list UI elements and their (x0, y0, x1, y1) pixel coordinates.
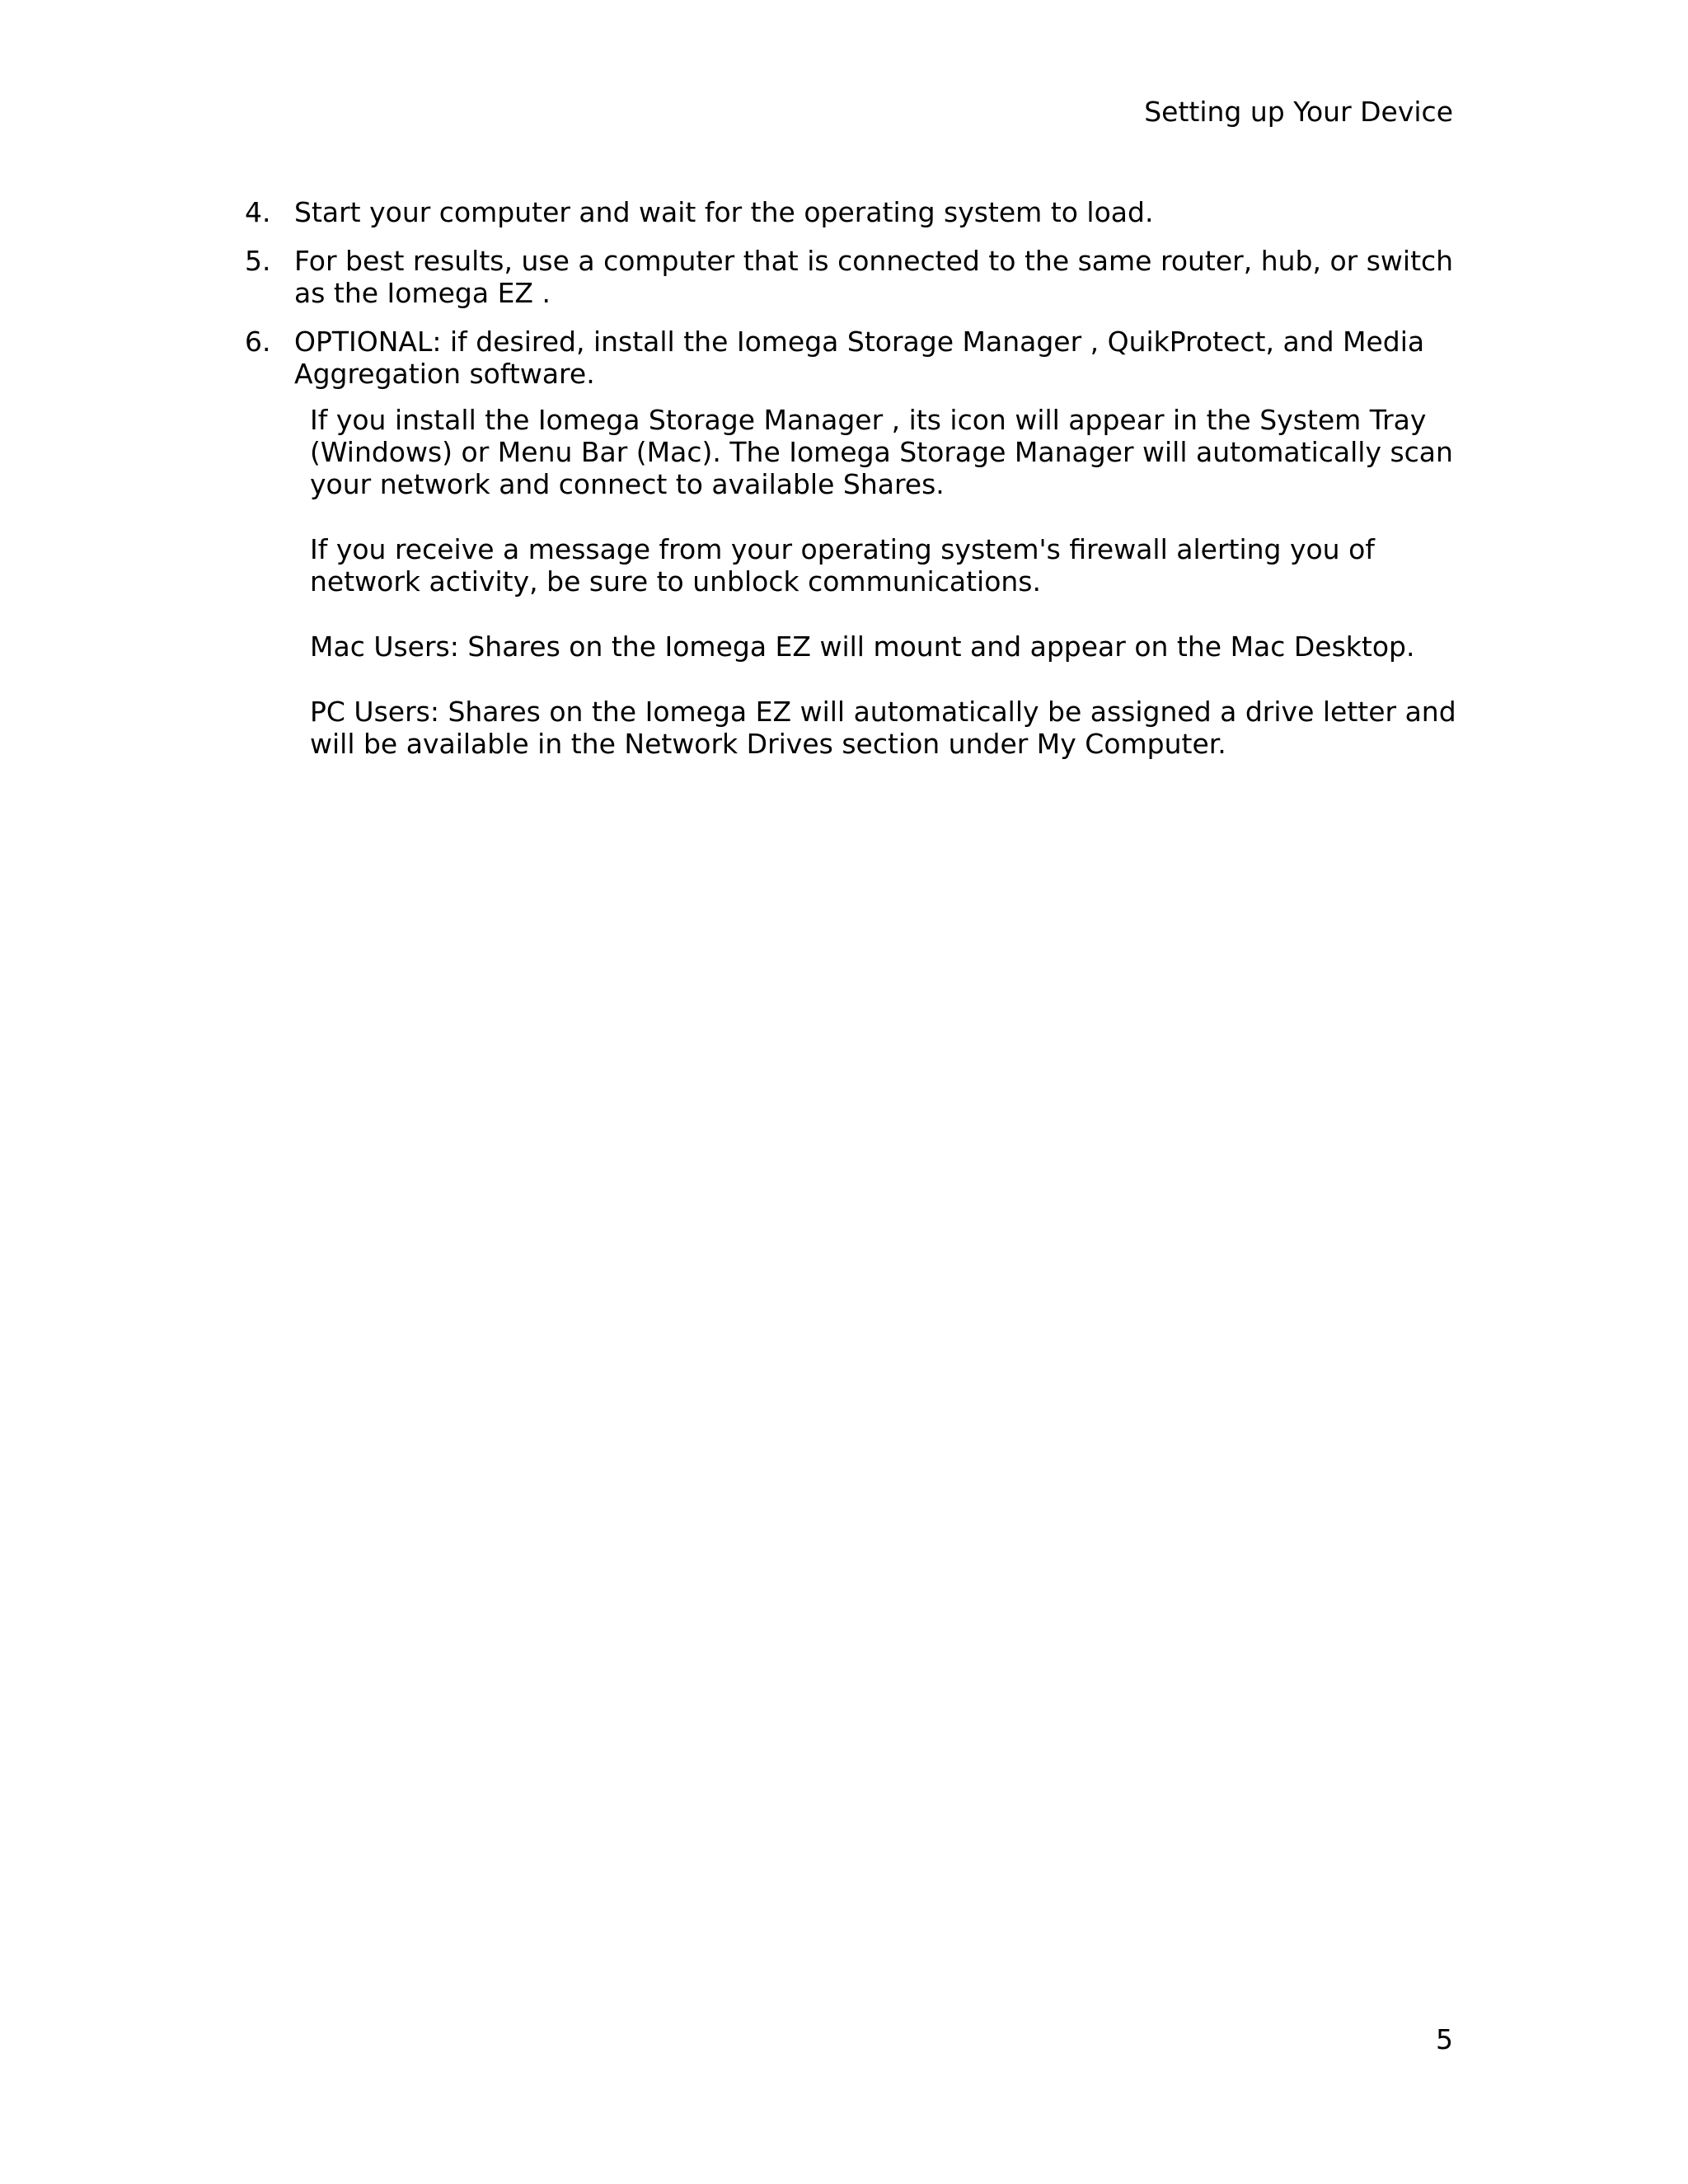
running-header: Setting up Your Device (1144, 96, 1453, 128)
step-number: 6. (245, 326, 271, 358)
note-mac-users: Mac Users: Shares on the Iomega EZ will mount and appear on the Mac Desktop. (310, 630, 1415, 663)
step-text: For best results, use a computer that is connected to the same router, hub, or switch as the Iomega EZ . (294, 245, 1454, 309)
step-number: 5. (245, 245, 271, 277)
step-6-notes (310, 404, 1480, 793)
step-item-6 (245, 326, 1481, 390)
note-firewall: If you receive a message from your operating system's firewall alerting you of network activity, be sure to unblock communications. (310, 533, 1375, 598)
page-number: 5 (1436, 2023, 1453, 2055)
note-pc-users: PC Users: Shares on the Iomega EZ will automatically be assigned a drive letter and will be available in the Network Drives section under My Computer. (310, 696, 1456, 760)
step-number: 4. (245, 196, 271, 228)
step-item-4 (245, 196, 1481, 228)
step-item-5 (245, 245, 1481, 309)
step-text: OPTIONAL: if desired, install the Iomega Storage Manager , QuikProtect, and Media Aggregation software. (294, 326, 1425, 390)
note-storage-manager: If you install the Iomega Storage Manager , its icon will appear in the System Tray (Windows) or Menu Bar (Mac). The Iomega Storage Manager will automatically scan your network and connect to available Shares. (310, 404, 1453, 500)
setup-steps-list (245, 196, 1481, 390)
step-text: Start your computer and wait for the operating system to load. (294, 196, 1154, 228)
